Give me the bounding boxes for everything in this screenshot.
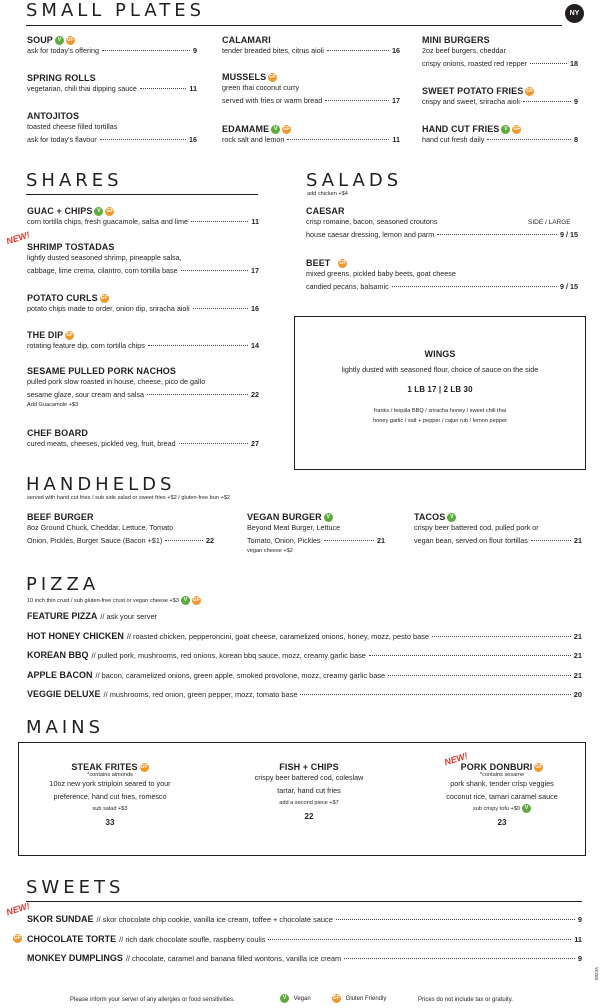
vegan-icon: V xyxy=(271,125,280,134)
wings-box xyxy=(294,316,586,470)
menu-item-hot-honey-chicken: HOT HONEY CHICKEN // roasted chicken, pepperoncini, goat cheese, caramelized onions, honey, mozz, pesto base 21 xyxy=(27,630,582,641)
menu-item-veggie-deluxe: VEGGIE DELUXE // mushrooms, red onion, green pepper, mozz, tomato base 20 xyxy=(27,689,582,699)
shares-title: SHARES xyxy=(26,170,123,191)
salads-title: SALADS xyxy=(306,170,403,191)
menu-item-calamari: CALAMARI tender breaded bites, citrus aioli 16 xyxy=(222,35,400,55)
pizza-note: 10 inch thin crust / sub gluten-free crust or vegan cheese +$3 V GF xyxy=(27,597,200,604)
menu-item-pork-donburi: PORK DONBURI GF *contains sesame pork shank, tender crisp veggies coconut rice, tamari caramel sauce sub crispy tofu +$0 V 23 xyxy=(446,762,558,828)
menu-item-mussels: MUSSELS GF green thai coconut curry served with fries or warm bread 17 xyxy=(222,72,400,105)
menu-item-soup: SOUP V GF ask for today's offering 9 xyxy=(27,35,197,56)
gluten-friendly-icon: GF xyxy=(333,995,340,1001)
menu-item-potato-curls: POTATO CURLS GF potato chips made to order, onion dip, sriracha aioli 16 xyxy=(27,293,259,314)
tax-note: Prices do not include tax or gratuity. xyxy=(418,997,513,1003)
menu-item-guac-chips: GUAC + CHIPS V GF corn tortilla chips, fresh guacamole, salsa and lime 11 xyxy=(27,206,259,227)
gluten-friendly-icon: GF xyxy=(526,88,534,95)
gluten-friendly-icon: GF xyxy=(513,126,521,133)
menu-item-tacos: TACOS V crispy beer battered cod, pulled pork or vegan bean, served on flour tortillas 21 xyxy=(414,512,582,545)
divider xyxy=(26,25,562,26)
menu-item-apple-bacon: APPLE BACON // bacon, caramelized onions, green apple, smoked provolone, mozz, creamy garlic base 21 xyxy=(27,669,582,680)
vegan-icon: V xyxy=(280,994,289,1003)
menu-item-caesar: CAESAR crisp romaine, bacon, seasoned croutons house caesar dressing, lemon and parm 9 / 15 xyxy=(306,206,578,239)
wings-sauces-2: honey garlic / salt + pepper / cajun rub / lemon pepper xyxy=(373,417,507,424)
gluten-friendly-icon: GF xyxy=(66,37,74,44)
gluten-friendly-icon: GF xyxy=(14,935,21,941)
vegan-icon: V xyxy=(501,125,510,134)
menu-item-hand-cut-fries: HAND CUT FRIES V GF hand cut fresh daily 8 xyxy=(422,124,578,145)
logo: NY xyxy=(565,4,584,23)
wings-desc: lightly dusted with seasoned flour, choice of sauce on the side xyxy=(341,365,539,374)
menu-item-chef-board: CHEF BOARD cured meats, cheeses, pickled veg, fruit, bread 27 xyxy=(27,428,259,448)
menu-item-spring-rolls: SPRING ROLLS vegetarian, chili thai dipping sauce 11 xyxy=(27,73,197,93)
allergy-note: Please inform your server of any allergies or food sensitivities. xyxy=(70,997,235,1003)
menu-item-edamame: EDAMAME V GF rock salt and lemon 11 xyxy=(222,124,400,145)
print-code: 0323A xyxy=(594,966,599,980)
side-large-label: SIDE / LARGE xyxy=(528,219,571,226)
menu-item-steak-frites: STEAK FRITES GF *contains almonds 10oz new york striploin seared to your preference, hand cut fries, romesco sub salad +$3 33 xyxy=(49,762,171,828)
vegan-icon: V xyxy=(522,804,531,813)
menu-item-korean-bbq: KOREAN BBQ // pulled pork, mushrooms, red onions, korean bbq sauce, mozz, creamy garlic base 21 xyxy=(27,650,582,660)
mains-title: MAINS xyxy=(26,717,105,738)
vegan-icon: V xyxy=(181,596,190,605)
gluten-friendly-icon: GF xyxy=(339,260,347,267)
handhelds-note: served with hand cut fries / sub side salad or sweet fries +$2 / gluten-free bun +$2 xyxy=(27,495,231,501)
new-badge: NEW! xyxy=(443,750,469,768)
menu-item-nachos: SESAME PULLED PORK NACHOS pulled pork slow roasted in house, cheese, pico de gallo sesame glaze, sour cream and salsa 22 Add Guacamole +$3 xyxy=(27,366,259,408)
divider xyxy=(26,901,582,902)
new-badge: NEW! xyxy=(5,229,31,247)
vegan-icon: V xyxy=(94,207,103,216)
item-name: SOUP xyxy=(27,35,53,45)
menu-item-beef-burger: BEEF BURGER 8oz Ground Chuck, Cheddar, Lettuce, Tomato Onion, Pickles, Burger Sauce (Bacon +$1) 22 xyxy=(27,512,214,545)
vegan-icon: V xyxy=(55,36,64,45)
new-badge: NEW! xyxy=(5,900,31,918)
menu-item-monkey-dumplings: MONKEY DUMPLINGS // chocolate, caramel and banana filled wontons, vanilla ice cream 9 xyxy=(27,953,582,963)
handhelds-title: HANDHELDS xyxy=(26,474,176,495)
menu-item-skor-sundae: SKOR SUNDAE // skor chocolate chip cookie, vanilla ice cream, toffee + chocolate sauce 9 xyxy=(27,914,582,924)
gluten-friendly-icon: GF xyxy=(100,295,108,302)
legend-vegan: V Vegan xyxy=(278,994,311,1003)
menu-item-mini-burgers: MINI BURGERS 2oz beef burgers, cheddar crispy onions, roasted red repper 18 xyxy=(422,35,578,68)
menu-item-sweet-potato-fries: SWEET POTATO FRIES GF crispy and sweet, sriracha aioli 9 xyxy=(422,86,578,107)
menu-item-beet: BEET GF mixed greens, pickled baby beets, goat cheese candied pecans, balsamic 9 / 15 xyxy=(306,258,578,291)
gluten-friendly-icon: GF xyxy=(269,74,277,81)
divider xyxy=(26,194,258,195)
sweets-title: SWEETS xyxy=(26,877,125,898)
vegan-icon: V xyxy=(324,513,333,522)
menu-item-vegan-burger: VEGAN BURGER V Beyond Meat Burger, Lettuce Tomato, Onion, Pickles 21 vegan cheese +$2 xyxy=(247,512,385,555)
gluten-friendly-icon: GF xyxy=(106,208,114,215)
gluten-friendly-icon: GF xyxy=(192,597,200,603)
wings-name: WINGS xyxy=(424,349,456,359)
sweets-list xyxy=(27,910,582,969)
gluten-friendly-icon: GF xyxy=(283,126,291,133)
pizza-title: PIZZA xyxy=(26,574,100,595)
wings-price: 1 LB 17 | 2 LB 30 xyxy=(407,384,473,394)
menu-item-fish-chips: FISH + CHIPS crispy beer battered cod, coleslaw tartar, hand cut fries add a second piece +$7 22 xyxy=(254,762,364,821)
gluten-friendly-icon: GF xyxy=(66,332,74,339)
menu-item-the-dip: THE DIP GF rotating feature dip, corn tortilla chips 14 xyxy=(27,330,259,351)
menu-item-feature-pizza: FEATURE PIZZA // ask your server xyxy=(27,611,158,621)
salads-note: add chicken +$4 xyxy=(307,191,348,197)
menu-item-shrimp-tostadas: SHRIMP TOSTADAS lightly dusted seasoned shrimp, pineapple salsa, cabbage, lime crema, cilantro, corn tortilla base 17 xyxy=(27,242,259,275)
small-plates-title: SMALL PLATES xyxy=(26,0,206,21)
gluten-friendly-icon: GF xyxy=(535,764,543,771)
legend-gluten-friendly: GF Gluten Friendly xyxy=(333,995,387,1003)
wings-sauces-1: franks / tequila BBQ / sriracha honey / sweet chili thai xyxy=(373,407,507,414)
menu-item-chocolate-torte: CHOCOLATE TORTE // rich dark chocolate soufle, raspberry coulis 11 xyxy=(27,933,582,944)
menu-item-antojitos: ANTOJITOS toasted cheese filled tortillas ask for today's flavour 16 xyxy=(27,111,197,144)
vegan-icon: V xyxy=(447,513,456,522)
gluten-friendly-icon: GF xyxy=(140,764,148,771)
pizza-list xyxy=(27,607,582,705)
